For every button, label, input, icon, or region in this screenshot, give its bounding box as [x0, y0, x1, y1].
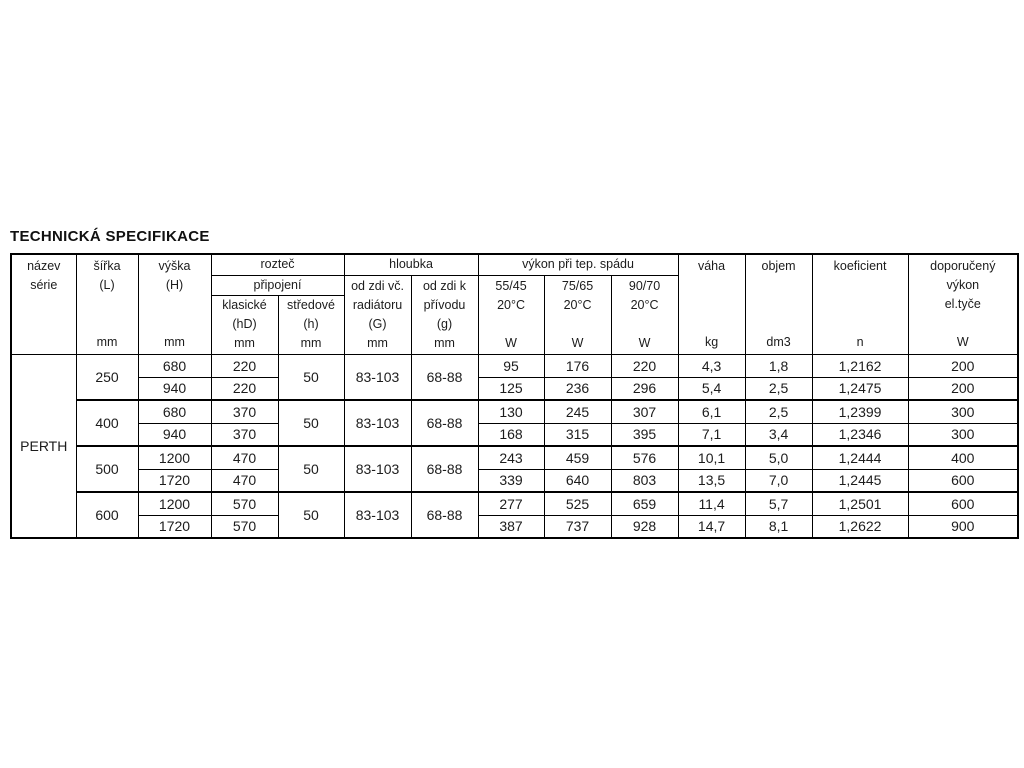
cell-sirka: 250 [76, 354, 138, 400]
cell-vaha: 14,7 [678, 515, 745, 538]
header-koeficient [812, 254, 908, 354]
cell-od-zdi-k: 68-88 [411, 446, 478, 492]
cell-vyska: 680 [138, 354, 211, 377]
header-klasicke-symbol: (hD) [232, 317, 257, 331]
cell-w7565: 459 [544, 446, 611, 469]
cell-klasicke: 220 [211, 377, 278, 400]
cell-koeficient: 1,2475 [812, 377, 908, 400]
cell-objem: 5,7 [745, 492, 812, 515]
cell-w5545: 130 [478, 400, 544, 423]
header-klasicke-unit: mm [234, 336, 255, 350]
header-od-zdi-k-line3: (g) [436, 316, 453, 331]
header-od-zdi-k-line2: přívodu [423, 297, 466, 312]
cell-objem: 2,5 [745, 400, 812, 423]
cell-sirka: 500 [76, 446, 138, 492]
header-stredove [278, 295, 344, 354]
cell-od-zdi-vc: 83-103 [344, 400, 411, 446]
table-row [11, 492, 1018, 515]
header-koeficient-label: koeficient [833, 258, 887, 273]
header-od-zdi-k [411, 275, 478, 354]
header-od-zdi-vc-unit: mm [367, 335, 388, 350]
series-name-cell: PERTH [11, 354, 76, 538]
cell-w5545: 125 [478, 377, 544, 400]
cell-stredove: 50 [278, 400, 344, 446]
header-vaha [678, 254, 745, 354]
cell-od-zdi-vc: 83-103 [344, 354, 411, 400]
cell-vyska: 680 [138, 400, 211, 423]
table-row [11, 446, 1018, 469]
header-doporuceny-line2: výkon [946, 277, 980, 292]
cell-w5545: 277 [478, 492, 544, 515]
cell-w9070: 928 [611, 515, 678, 538]
table-row [11, 400, 1018, 423]
cell-doporuceny: 600 [908, 469, 1018, 492]
cell-w9070: 307 [611, 400, 678, 423]
cell-w9070: 803 [611, 469, 678, 492]
header-vyska-unit: mm [164, 334, 185, 349]
header-vykon-7565-unit: W [571, 335, 584, 350]
cell-objem: 5,0 [745, 446, 812, 469]
header-doporuceny [908, 254, 1018, 354]
header-od-zdi-vc [344, 275, 411, 354]
table-header [11, 254, 1018, 354]
header-stredove-unit: mm [300, 336, 322, 350]
header-vykon-9070-unit: W [638, 335, 651, 350]
cell-w5545: 168 [478, 423, 544, 446]
cell-koeficient: 1,2162 [812, 354, 908, 377]
header-vykon-9070-ratio: 90/70 [628, 278, 661, 293]
header-objem-unit: dm3 [766, 334, 791, 349]
header-nazev-serie [11, 254, 76, 354]
cell-klasicke: 370 [211, 400, 278, 423]
cell-koeficient: 1,2444 [812, 446, 908, 469]
cell-klasicke: 470 [211, 446, 278, 469]
cell-w9070: 296 [611, 377, 678, 400]
cell-w7565: 525 [544, 492, 611, 515]
cell-sirka: 600 [76, 492, 138, 538]
header-od-zdi-k-unit: mm [434, 335, 455, 350]
cell-vyska: 1720 [138, 469, 211, 492]
header-stredove-label: středové [287, 298, 335, 312]
header-vykon-5545-unit: W [505, 335, 517, 350]
cell-od-zdi-k: 68-88 [411, 400, 478, 446]
header-doporuceny-unit: W [956, 334, 969, 349]
cell-vaha: 10,1 [678, 446, 745, 469]
header-od-zdi-vc-line3: (G) [368, 316, 387, 331]
header-koeficient-unit: n [856, 334, 864, 349]
table-row [11, 469, 1018, 492]
header-doporuceny-line1: doporučený [930, 258, 996, 273]
cell-od-zdi-vc: 83-103 [344, 446, 411, 492]
cell-vaha: 5,4 [678, 377, 745, 400]
header-vykon-7565 [544, 275, 611, 354]
spec-sheet [10, 228, 1019, 539]
cell-stredove: 50 [278, 492, 344, 538]
cell-koeficient: 1,2399 [812, 400, 908, 423]
header-group-vykon: výkon při tep. spádu [478, 254, 678, 275]
table-row [11, 423, 1018, 446]
cell-klasicke: 570 [211, 492, 278, 515]
cell-sirka: 400 [76, 400, 138, 446]
header-nazev-line1: název [27, 258, 61, 273]
cell-klasicke: 570 [211, 515, 278, 538]
table-row [11, 377, 1018, 400]
header-vykon-7565-temp: 20°C [563, 297, 592, 312]
cell-objem: 8,1 [745, 515, 812, 538]
cell-w7565: 315 [544, 423, 611, 446]
cell-vyska: 1200 [138, 446, 211, 469]
cell-w5545: 387 [478, 515, 544, 538]
header-vykon-7565-ratio: 75/65 [561, 278, 594, 293]
cell-doporuceny: 300 [908, 423, 1018, 446]
cell-vaha: 7,1 [678, 423, 745, 446]
header-vykon-9070-temp: 20°C [630, 297, 659, 312]
header-doporuceny-line3: el.tyče [944, 296, 981, 311]
header-vyska-symbol: (H) [165, 277, 184, 292]
header-row-1 [11, 254, 1018, 275]
header-sirka-label: šířka [93, 258, 121, 273]
header-od-zdi-k-line1: od zdi k [422, 278, 467, 293]
cell-stredove: 50 [278, 354, 344, 400]
header-objem [745, 254, 812, 354]
header-vykon-5545 [478, 275, 544, 354]
cell-doporuceny: 900 [908, 515, 1018, 538]
header-nazev-line2: série [30, 277, 58, 292]
header-stredove-symbol: (h) [303, 317, 319, 331]
header-vaha-label: váha [697, 258, 726, 273]
cell-klasicke: 220 [211, 354, 278, 377]
header-subgroup-pripojeni: připojení [211, 275, 344, 295]
cell-koeficient: 1,2346 [812, 423, 908, 446]
header-od-zdi-vc-line1: od zdi vč. [351, 278, 404, 293]
cell-stredove: 50 [278, 446, 344, 492]
header-od-zdi-vc-line2: radiátoru [352, 297, 403, 312]
cell-objem: 3,4 [745, 423, 812, 446]
header-group-hloubka: hloubka [344, 254, 478, 275]
cell-doporuceny: 200 [908, 354, 1018, 377]
cell-w9070: 220 [611, 354, 678, 377]
cell-objem: 7,0 [745, 469, 812, 492]
cell-vyska: 940 [138, 377, 211, 400]
cell-klasicke: 370 [211, 423, 278, 446]
page-title: TECHNICKÁ SPECIFIKACE [10, 228, 210, 245]
cell-w5545: 339 [478, 469, 544, 492]
cell-objem: 1,8 [745, 354, 812, 377]
cell-w5545: 95 [478, 354, 544, 377]
header-vyska [138, 254, 211, 354]
cell-klasicke: 470 [211, 469, 278, 492]
cell-vyska: 1720 [138, 515, 211, 538]
header-group-roztec: rozteč [211, 254, 344, 275]
cell-w7565: 245 [544, 400, 611, 423]
header-sirka [76, 254, 138, 354]
header-vykon-9070 [611, 275, 678, 354]
header-objem-label: objem [761, 258, 796, 273]
cell-doporuceny: 200 [908, 377, 1018, 400]
header-klasicke-label: klasické [222, 298, 267, 312]
header-klasicke [211, 295, 278, 354]
table-row [11, 354, 1018, 377]
cell-od-zdi-k: 68-88 [411, 354, 478, 400]
cell-w7565: 737 [544, 515, 611, 538]
table-row [11, 515, 1018, 538]
cell-od-zdi-vc: 83-103 [344, 492, 411, 538]
cell-vyska: 940 [138, 423, 211, 446]
cell-w5545: 243 [478, 446, 544, 469]
cell-koeficient: 1,2501 [812, 492, 908, 515]
header-vyska-label: výška [158, 258, 191, 273]
cell-w9070: 659 [611, 492, 678, 515]
cell-od-zdi-k: 68-88 [411, 492, 478, 538]
cell-doporuceny: 300 [908, 400, 1018, 423]
cell-vaha: 11,4 [678, 492, 745, 515]
cell-vaha: 13,5 [678, 469, 745, 492]
header-vykon-5545-ratio: 55/45 [495, 278, 527, 293]
cell-vaha: 6,1 [678, 400, 745, 423]
cell-w7565: 236 [544, 377, 611, 400]
header-vaha-unit: kg [704, 334, 719, 349]
header-sirka-unit: mm [96, 334, 118, 349]
cell-doporuceny: 600 [908, 492, 1018, 515]
cell-koeficient: 1,2445 [812, 469, 908, 492]
cell-w7565: 640 [544, 469, 611, 492]
header-vykon-5545-temp: 20°C [497, 297, 525, 312]
cell-vyska: 1200 [138, 492, 211, 515]
cell-doporuceny: 400 [908, 446, 1018, 469]
cell-w9070: 576 [611, 446, 678, 469]
cell-w7565: 176 [544, 354, 611, 377]
spec-table [10, 253, 1019, 539]
cell-objem: 2,5 [745, 377, 812, 400]
header-sirka-symbol: (L) [99, 277, 115, 292]
cell-koeficient: 1,2622 [812, 515, 908, 538]
table-body [11, 354, 1018, 538]
cell-w9070: 395 [611, 423, 678, 446]
cell-vaha: 4,3 [678, 354, 745, 377]
